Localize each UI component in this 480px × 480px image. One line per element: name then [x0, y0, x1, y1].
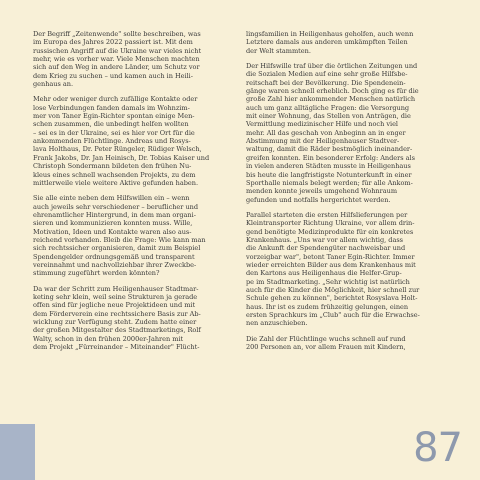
text-line: auch für die Kinder die Möglichkeit, hier schnell zur: [246, 285, 420, 294]
paragraph: [246, 211, 452, 328]
text-line: 200 Personen an, vor allem Frauen mit Kindern,: [246, 343, 406, 352]
text-line: waltung, damit die Räder bestmöglich ineinander-: [246, 145, 413, 154]
text-line: lava Holthaus, Dr. Peter Rüngeler, Rüdiger Welsch,: [33, 145, 202, 154]
text-line: sich auf den Weg in andere Länder, um Schutz vor: [33, 63, 200, 72]
text-line: sich rechtssicher organisieren, damit zum Beispiel: [33, 244, 201, 253]
text-line: Abstimmung mit der Heiligenhauser Stadtver-: [246, 137, 400, 146]
text-line: ankommenden Flüchtlinge. Andreas und Rosys-: [33, 137, 191, 146]
text-line: Parallel starteten die ersten Hilfslieferungen per: [246, 210, 408, 219]
text-line: reitschaft bei der Bevölkerung. Die Spendenein-: [246, 78, 406, 87]
text-line: Motivation, Ideen und Kontakte waren also aus-: [33, 227, 192, 236]
text-line: lose Verbindungen fanden damals im Wohnzim-: [33, 103, 190, 112]
text-line: – sei es in der Ukraine, sei es hier vor Ort für die: [33, 128, 195, 137]
text-line: wicklung zur Verfügung steht. Zudem hatte einer: [33, 318, 197, 326]
right-text-column: [246, 30, 452, 358]
page-number: 87: [413, 425, 462, 471]
text-line: lingsfamilien in Heiligenhaus geholfen, auch wenn: [246, 30, 414, 38]
text-line: pe im Stadtmarketing. „Sehr wichtig ist natürlich: [246, 277, 410, 286]
text-line: den Kartons aus Heiligenhaus die Helfer-Grup-: [246, 269, 402, 278]
text-line: Kleintransporter Richtung Ukraine, vor allem drin-: [246, 219, 415, 228]
text-line: vereinnahmt und nachvollziehbar ihrer Zweckbe-: [33, 260, 197, 269]
text-line: schen zusammen, die unbedingt helfen wollten: [33, 120, 189, 129]
text-line: auch um ganz alltägliche Fragen: die Versorgung: [246, 103, 410, 112]
text-line: Walty, schon in den frühen 2000er-Jahren mit: [33, 334, 184, 343]
text-line: die Ankunft der Spendengüter nachweisbar und: [246, 244, 406, 253]
text-line: Christoph Sondermann bildeten den frühen Nu-: [33, 162, 192, 171]
left-text-column: [33, 30, 233, 358]
text-line: mer von Taner Egin-Richter spontan einige Men-: [33, 112, 195, 121]
text-line: Sporthalle niemals belegt werden; für alle Ankom-: [246, 178, 413, 187]
text-line: haus. Ihr ist es zudem frühzeitig gelungen, einen: [246, 302, 409, 311]
text-line: Krankenhaus. „Uns war vor allem wichtig, dass: [246, 235, 404, 244]
text-line: dem Projekt „Fürreinander – Miteinander" Flücht-: [33, 343, 200, 352]
text-line: offen sind für jegliche neue Projektideen und mit: [33, 301, 196, 310]
text-line: dem Krieg zu suchen – und kamen auch in Heili-: [33, 71, 193, 80]
text-line: Der Begriff „Zeitenwende" sollte beschreiben, was: [33, 30, 201, 38]
text-line: der großen Mitgestalter des Stadtmarketings, Rolf: [33, 326, 201, 335]
text-line: russischen Angriff auf die Ukraine war vieles nicht: [33, 46, 202, 55]
text-line: keting sehr klein, weil seine Strukturen ja gerade: [33, 292, 198, 301]
paragraph: [246, 62, 452, 204]
text-line: Schule gehen zu können", berichtet Rosyslava Holt-: [246, 294, 418, 303]
text-line: Der Hilfswille traf über die örtlichen Zeitungen und: [246, 62, 418, 71]
text-line: ehrenamtlicher Hintergrund, in dem man organi-: [33, 210, 196, 219]
text-line: vorzeigbar war", betont Taner Egin-Richter. Immer: [246, 252, 415, 261]
text-line: greifen konnten. Ein besonderer Erfolg: Anders als: [246, 153, 415, 162]
text-line: mehr, wie es vorher war. Viele Menschen machten: [33, 55, 200, 64]
text-line: große Zahl hier ankommender Menschen natürlich: [246, 95, 416, 104]
text-line: dem Förderverein eine rechtssichere Basis zur Ab-: [33, 309, 201, 318]
text-line: Da war der Schritt zum Heiligenhauser Stadtmar-: [33, 284, 199, 293]
paragraph: [33, 194, 233, 277]
text-line: mehr. All das geschah von Anbeginn an in enger: [246, 128, 406, 137]
text-line: die Sozialen Medien auf eine sehr große Hilfsbe-: [246, 70, 408, 79]
text-line: in vielen anderen Städten musste in Heiligenhaus: [246, 162, 411, 171]
text-line: kleus eines schnell wachsenden Projekts, zu dem: [33, 170, 196, 179]
text-line: reichend vorhanden. Bleib die Frage: Wie kann man: [33, 235, 206, 244]
paragraph: [33, 95, 233, 187]
text-line: menden konnte jeweils umgehend Wohnraum: [246, 187, 398, 196]
text-line: Mehr oder weniger durch zufällige Kontakte oder: [33, 95, 198, 104]
paragraph: [33, 285, 233, 352]
paragraph: [246, 30, 452, 55]
text-line: mit einer Wohnung, das Stellen von Anträgen, die: [246, 112, 411, 121]
text-line: gend benötigte Medizinprodukte für ein konkretes: [246, 227, 414, 236]
text-line: Vermittlung medizinischer Hilfe und noch viel: [246, 120, 399, 129]
paragraph: [33, 30, 233, 88]
text-line: wieder erreichten Bilder aus dem Krankenhaus mit: [246, 260, 416, 269]
text-line: nen anzuschieben.: [246, 319, 308, 328]
decorative-corner-block: [0, 424, 35, 480]
text-line: ersten Sprachkurs im „Club" auch für die Erwachse-: [246, 311, 420, 319]
text-line: auch jeweils sehr verschiedener – beruflicher und: [33, 202, 199, 211]
text-line: Letztere damals aus anderen umkämpften Teilen: [246, 38, 408, 47]
text-line: Sie alle einte neben dem Hilfswillen ein – wenn: [33, 194, 190, 203]
text-line: mittlerweile viele weitere Aktive gefunden haben.: [33, 178, 199, 187]
text-line: genhaus an.: [33, 80, 74, 89]
text-line: gefunden und notfalls hergerichtet werden.: [246, 195, 391, 204]
text-line: gänge waren schnell erheblich. Doch ging es für die: [246, 87, 419, 96]
text-line: stimmung zugeführt werden könnten?: [33, 269, 160, 278]
paragraph: [246, 335, 452, 352]
text-line: Spendengelder ordnungsgemäß und transparent: [33, 252, 195, 261]
text-line: Die Zahl der Flüchtlinge wuchs schnell auf rund: [246, 334, 406, 343]
text-line: im Europa des Jahres 2022 passiert ist. Mit dem: [33, 38, 193, 47]
text-line: der Welt stammten.: [246, 46, 311, 55]
text-line: sieren und kommunizieren konnten muss. Wille,: [33, 219, 193, 228]
text-line: bis heute die langfristigste Notunterkunft in einer: [246, 170, 412, 179]
text-line: Frank Jakobs, Dr. Jan Heinisch, Dr. Tobias Kaiser und: [33, 153, 210, 162]
